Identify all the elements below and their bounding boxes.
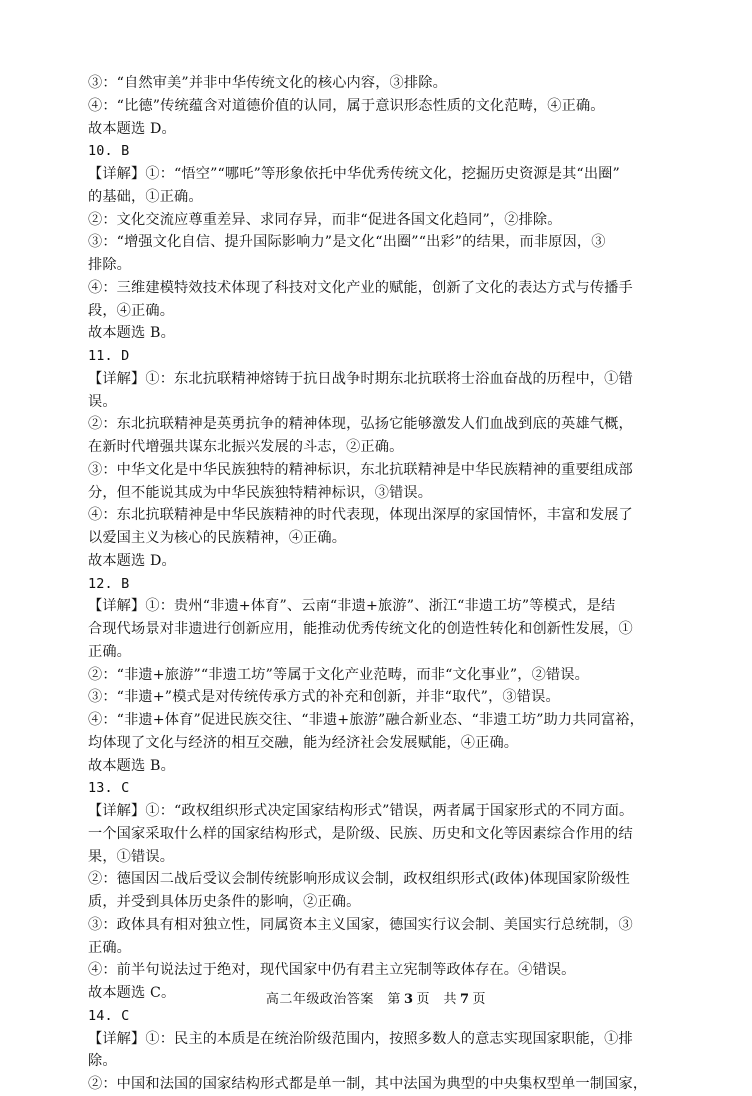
footer-mid: 页 共 <box>416 992 457 1007</box>
text-line: 一个国家采取什么样的国家结构形式，是阶级、民族、历史和文化等因素综合作用的结 <box>88 825 633 842</box>
text-line: 以爱国主义为核心的民族精神，④正确。 <box>88 530 347 546</box>
text-line: 误。 <box>88 393 117 410</box>
text-line: ④：前半句说法过于绝对，现代国家中仍有君主立宪制等政体存在。④错误。 <box>88 962 576 979</box>
page-footer <box>0 988 752 1007</box>
text-line: ②：中国和法国的国家结构形式都是单一制，其中法国为典型的中央集权型单一制国家， <box>88 1076 648 1092</box>
footer-suffix: 页 <box>472 992 487 1007</box>
text-line: ④：三维建模特效技术体现了科技对文化产业的赋能，创新了文化的表达方式与传播手 <box>88 279 633 296</box>
text-line: 【详解】①：贵州“非遗+体育”、云南“非遗+旅游”、浙江“非遗工坊”等模式，是结 <box>88 598 616 615</box>
answer-text-body <box>88 72 684 1096</box>
text-line: 分，但不能说其成为中华民族独特精神标识，③错误。 <box>88 484 433 501</box>
text-line: ④：“非遗+体育”促进民族交往、“非遗+旅游”融合新业态、“非遗工坊”助力共同富裕， <box>88 712 644 728</box>
text-line: 除。 <box>88 1053 117 1070</box>
footer-page-number: 3 <box>403 992 414 1007</box>
question-number: 11. D <box>88 348 130 364</box>
question-number: 14. C <box>88 1007 130 1024</box>
text-line: 排除。 <box>88 257 132 273</box>
text-line: 故本题选 D。 <box>88 552 176 569</box>
text-line: 故本题选 D。 <box>88 120 176 137</box>
text-line: 正确。 <box>88 643 132 660</box>
question-number: 12. B <box>88 575 130 592</box>
text-line: 【详解】①：“悟空”“哪吒”等形象依托中华优秀传统文化，挖掘历史资源是其“出圈” <box>88 166 620 182</box>
text-line: 故本题选 B。 <box>88 757 175 774</box>
text-line: 【详解】①：东北抗联精神熔铸于抗日战争时期东北抗联将士浴血奋战的历程中，①错 <box>88 370 633 387</box>
text-line: ②：东北抗联精神是英勇抗争的精神体现，弘扬它能够激发人们血战到底的英雄气概， <box>88 416 633 433</box>
text-line: 均体现了文化与经济的相互交融，能为经济社会发展赋能，④正确。 <box>88 734 519 751</box>
text-line: 正确。 <box>88 939 132 956</box>
text-line: 段，④正确。 <box>88 302 175 319</box>
text-line: ③：“自然审美”并非中华传统文化的核心内容，③排除。 <box>88 75 447 91</box>
text-line: ④：“比德”传统蕴含对道德价值的认同，属于意识形态性质的文化范畴，④正确。 <box>88 97 605 114</box>
text-line: ②：德国因二战后受议会制传统影响形成议会制，政权组织形式(政体)体现国家阶级性 <box>88 871 630 888</box>
text-line: 在新时代增强共谋东北振兴发展的斗志，②正确。 <box>88 439 404 455</box>
text-line: 【详解】①：民主的本质是在统治阶级范围内，按照多数人的意志实现国家职能，①排 <box>88 1030 633 1047</box>
text-line: ③：“增强文化自信、提升国际影响力”是文化“出圈”“出彩”的结果，而非原因，③ <box>88 234 606 251</box>
text-line: 故本题选 B。 <box>88 325 175 342</box>
text-line: 质，并受到具体历史条件的影响，②正确。 <box>88 894 361 910</box>
text-line: ②：“非遗+旅游”“非遗工坊”等属于文化产业范畴，而非“文化事业”，②错误。 <box>88 666 589 683</box>
question-number: 10. B <box>88 143 130 160</box>
text-line: 的基础，①正确。 <box>88 188 203 205</box>
text-line: 合现代场景对非遗进行创新应用，能推动优秀传统文化的创造性转化和创新性发展，① <box>88 621 633 637</box>
question-number: 13. C <box>88 780 130 797</box>
text-line: 果，①错误。 <box>88 848 175 865</box>
text-line: 【详解】①：“政权组织形式决定国家结构形式”错误，两者属于国家形式的不同方面。 <box>88 803 634 819</box>
text-line: 故本题选 C。 <box>88 985 176 1001</box>
text-line: ③：“非遗+”模式是对传统传承方式的补充和创新，并非“取代”，③错误。 <box>88 689 560 706</box>
text-line: ④：东北抗联精神是中华民族精神的时代表现，体现出深厚的家国情怀，丰富和发展了 <box>88 507 633 524</box>
text-line: ③：中华文化是中华民族独特的精神标识，东北抗联精神是中华民族精神的重要组成部 <box>88 461 633 478</box>
text-line: ②：文化交流应尊重差异、求同存异，而非“促进各国文化趋同”，②排除。 <box>88 211 562 228</box>
footer-total-pages: 7 <box>460 992 470 1007</box>
text-line: ③：政体具有相对独立性，同属资本主义国家，德国实行议会制、美国实行总统制，③ <box>88 916 633 933</box>
footer-prefix: 高二年级政治答案 第 <box>265 992 401 1007</box>
